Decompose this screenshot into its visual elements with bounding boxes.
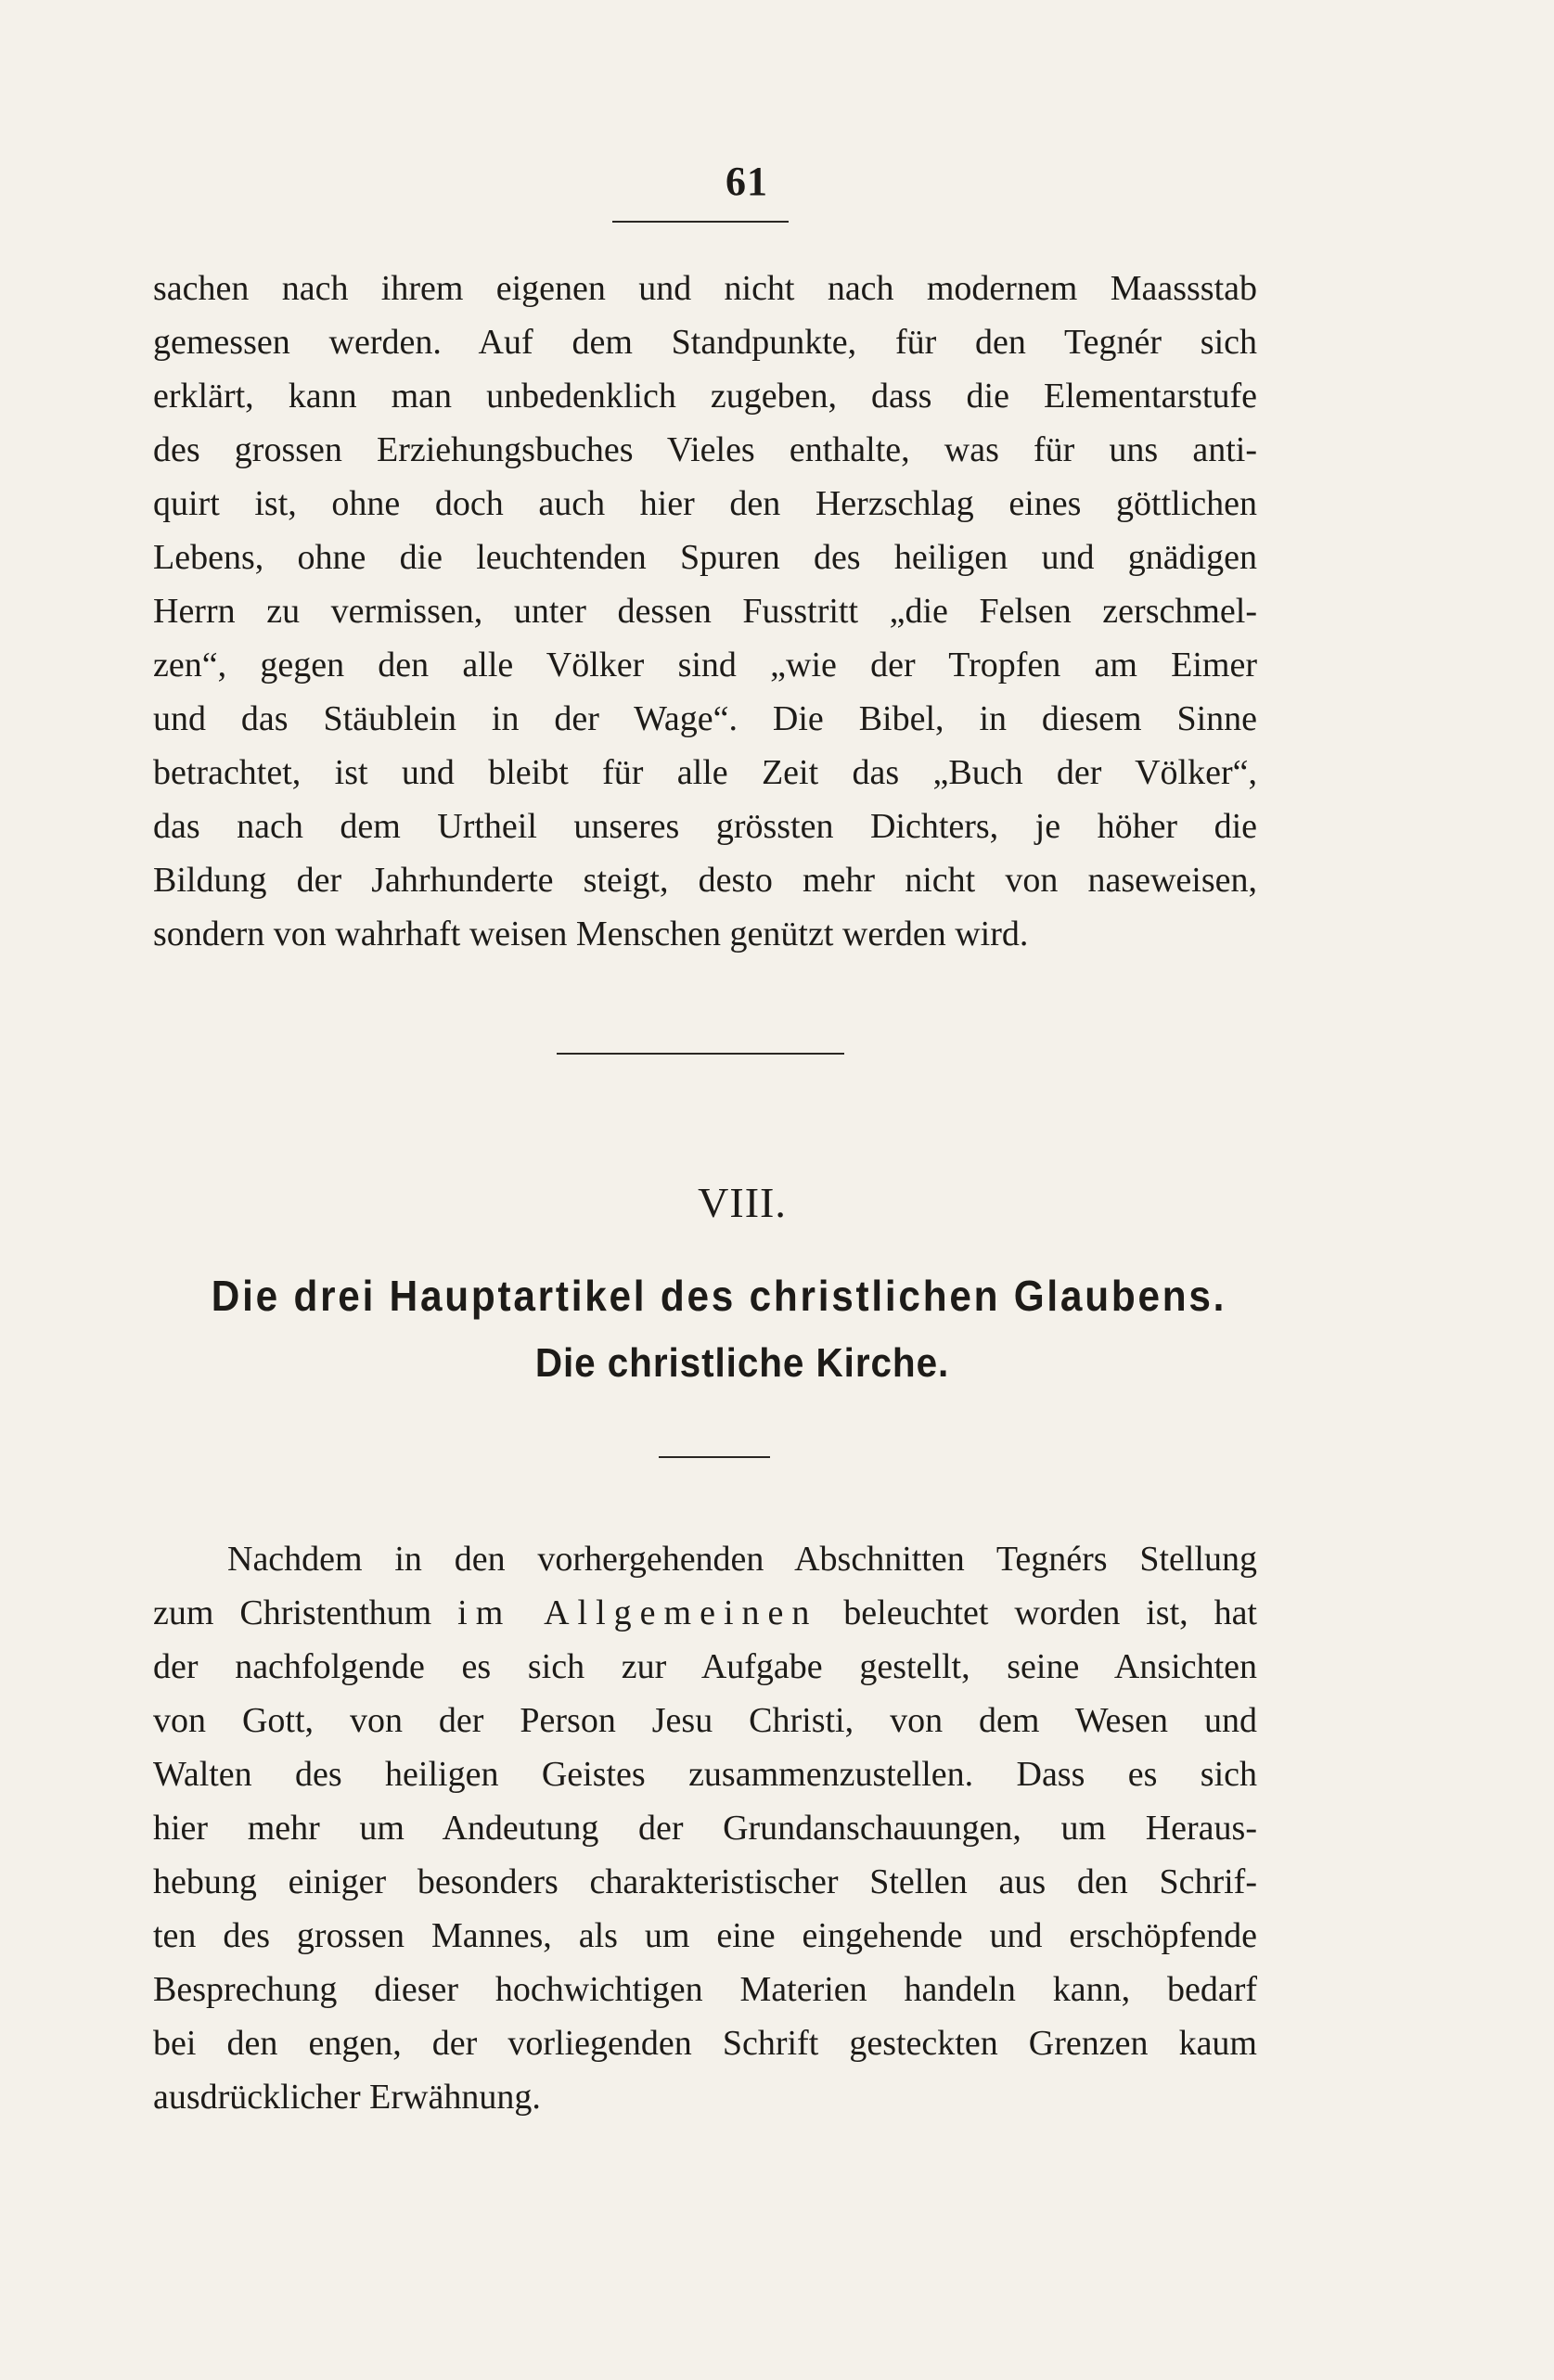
paragraph-line: Walten des heiligen Geistes zusammenzustellen. Dass es sich (153, 1755, 1257, 1794)
paragraph-1 (153, 262, 1257, 961)
paragraph-line: hebung einiger besonders charakteristischer Stellen aus den Schrif- (153, 1862, 1257, 1901)
paragraph-line: Herrn zu vermissen, unter dessen Fusstritt „die Felsen zerschmel- (153, 592, 1257, 631)
paragraph-line: betrachtet, ist und bleibt für alle Zeit das „Buch der Völker“, (153, 753, 1257, 792)
paragraph-line: Lebens, ohne die leuchtenden Spuren des heiligen und gnädigen (153, 538, 1257, 577)
paragraph-line: Besprechung dieser hochwichtigen Materien handeln kann, bedarf (153, 1970, 1257, 2009)
paragraph-line: ten des grossen Mannes, als um eine eingehende und erschöpfende (153, 1916, 1257, 1955)
paragraph-line: hier mehr um Andeutung der Grundanschauungen, um Heraus- (153, 1809, 1257, 1848)
paragraph-line: sondern von wahrhaft weisen Menschen genützt werden wird. (153, 915, 1029, 953)
header-rule (612, 221, 789, 223)
paragraph-line: des grossen Erziehungsbuches Vieles enthalte, was für uns anti- (153, 430, 1257, 469)
paragraph-line: das nach dem Urtheil unseres grössten Dichters, je höher die (153, 807, 1257, 846)
paragraph-line: sachen nach ihrem eigenen und nicht nach modernem Maassstab (153, 269, 1257, 308)
paragraph-line: bei den engen, der vorliegenden Schrift gesteckten Grenzen kaum (153, 2024, 1257, 2063)
paragraph-line: quirt ist, ohne doch auch hier den Herzschlag eines göttlichen (153, 484, 1257, 523)
subtitle-rule (659, 1456, 770, 1458)
text-run: beleuchtet worden ist, hat (817, 1593, 1257, 1632)
paragraph-line: zen“, gegen den alle Völker sind „wie der Tropfen am Eimer (153, 646, 1257, 685)
section-divider (557, 1053, 844, 1055)
page-number: 61 (726, 159, 768, 204)
paragraph-2 (153, 1532, 1257, 2124)
paragraph-line (153, 1586, 1257, 1640)
section-subtitle: Die christliche Kirche. (534, 1340, 950, 1386)
paragraph-line: erklärt, kann man unbedenklich zugeben, dass die Elementarstufe (153, 377, 1257, 416)
section-number: VIII. (698, 1179, 787, 1226)
paragraph-line: von Gott, von der Person Jesu Christi, von dem Wesen und (153, 1701, 1257, 1740)
paragraph-line: ausdrücklicher Erwähnung. (153, 2078, 541, 2117)
emphasized-text: im Allgemeinen (457, 1593, 818, 1632)
text-run: zum Christenthum (153, 1593, 458, 1632)
paragraph-line: gemessen werden. Auf dem Standpunkte, für den Tegnér sich (153, 323, 1257, 362)
paragraph-line: Nachdem in den vorhergehenden Abschnitten Tegnérs Stellung (227, 1540, 1257, 1579)
paragraph-line: der nachfolgende es sich zur Aufgabe gestellt, seine Ansichten (153, 1647, 1257, 1686)
paragraph-line: und das Stäublein in der Wage“. Die Bibel, in diesem Sinne (153, 699, 1257, 738)
section-title: Die drei Hauptartikel des christlichen Glaubens. (211, 1272, 1227, 1320)
paragraph-line: Bildung der Jahrhunderte steigt, desto mehr nicht von naseweisen, (153, 861, 1257, 900)
